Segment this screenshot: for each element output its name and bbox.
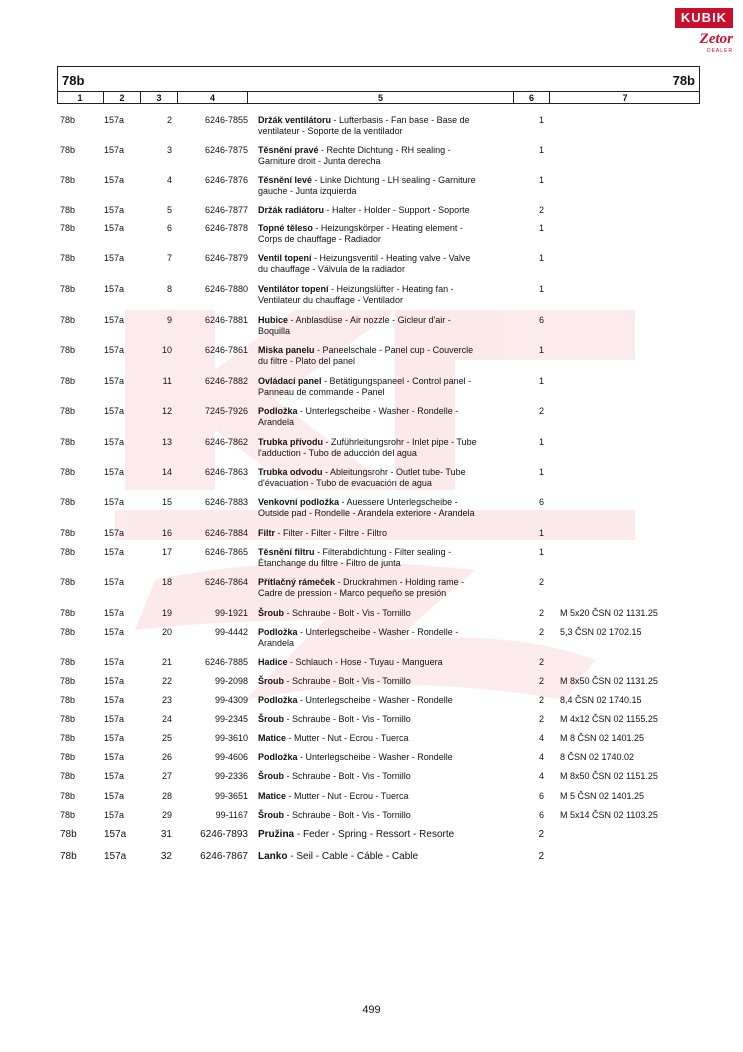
part-translations: - Mutter - Nut - Ecrou - Tuerca [286,791,409,801]
part-translations: - Schraube - Bolt - Vis - Tornillo [284,714,411,724]
cell-part-number: 99-3651 [214,791,248,801]
cell-figure: 157a [104,145,125,155]
cell-description [258,752,508,763]
cell-standard-note: M 8x50 ČSN 02 1151.25 [560,771,658,781]
cell-section: 78b [60,676,76,686]
cell-position: 12 [161,406,172,416]
part-translations: - Paneelschale - Panel cup - Couvercle [314,345,474,355]
page-number: 499 [362,1004,381,1016]
cell-quantity: 4 [538,771,544,781]
part-translations-continued: Corps de chauffage - Radiador [258,234,381,244]
part-name: Trubka přívodu [258,437,324,447]
cell-position: 19 [161,608,172,618]
part-translations: - Anblasdüse - Air nozzle - Gicleur d'air - [288,315,451,325]
cell-part-number: 6246-7879 [204,253,248,263]
cell-figure: 157a [104,437,125,447]
cell-section: 78b [60,115,76,125]
cell-description [258,315,508,337]
cell-quantity: 1 [538,253,544,263]
cell-position: 27 [161,771,172,781]
part-name: Šroub [258,608,284,618]
cell-position: 20 [161,627,172,637]
cell-quantity: 6 [538,315,544,325]
part-name: Šroub [258,771,284,781]
cell-position: 32 [160,851,172,862]
part-name: Hadice [258,657,288,667]
cell-section: 78b [60,437,76,447]
cell-figure: 157a [104,771,125,781]
part-name: Podložka [258,695,298,705]
cell-part-number: 6246-7855 [204,115,248,125]
cell-figure: 157a [104,175,125,185]
cell-quantity: 2 [538,695,544,705]
cell-figure: 157a [104,115,125,125]
cell-figure: 157a [104,851,127,862]
column-header-6: 6 [514,92,550,104]
cell-figure: 157a [104,791,125,801]
cell-description [258,175,508,197]
cell-part-number: 6246-7878 [204,223,248,233]
part-name: Podložka [258,406,298,416]
cell-figure: 157a [104,752,125,762]
cell-section: 78b [60,406,76,416]
cell-position: 28 [161,791,172,801]
cell-description [258,253,508,275]
section-label-left: 78b [62,73,85,88]
cell-figure: 157a [104,829,127,840]
cell-part-number: 99-2345 [214,714,248,724]
cell-quantity: 1 [538,345,544,355]
cell-figure: 157a [104,714,125,724]
part-translations: - Ableitungsrohr - Outlet tube- Tube [322,467,466,477]
cell-part-number: 7245-7926 [204,406,248,416]
cell-figure: 157a [104,345,125,355]
cell-quantity: 1 [538,175,544,185]
part-translations: - Unterlegscheibe - Washer - Rondelle - [297,406,459,416]
cell-standard-note: M 8x50 ČSN 02 1131.25 [560,676,658,686]
cell-part-number: 6246-7865 [204,547,248,557]
part-translations: - Mutter - Nut - Ecrou - Tuerca [286,733,409,743]
part-name: Podložka [258,627,298,637]
part-translations-continued: Outside pad - Rondelle - Arandela exteriore - Arandela [258,508,475,518]
cell-quantity: 2 [538,205,544,215]
part-name: Miska panelu [258,345,315,355]
part-translations: - Schraube - Bolt - Vis - Tornillo [284,771,411,781]
cell-description [258,528,508,539]
cell-quantity: 2 [538,829,544,840]
part-translations-continued: du chauffage - Válvula de la radiador [258,264,405,274]
cell-section: 78b [60,608,76,618]
part-name: Ventil topení [258,253,312,263]
part-translations-continued: Arandela [258,417,295,427]
table-header [57,66,700,104]
part-name: Šroub [258,810,284,820]
part-name: Matice [258,733,287,743]
cell-quantity: 1 [538,467,544,477]
cell-part-number: 6246-7885 [204,657,248,667]
cell-position: 23 [161,695,172,705]
cell-description [258,657,508,668]
cell-position: 31 [160,829,172,840]
cell-standard-note: M 5 ČSN 02 1401.25 [560,791,645,801]
cell-position: 5 [166,205,172,215]
cell-section: 78b [60,528,76,538]
cell-section: 78b [60,497,76,507]
cell-quantity: 2 [538,657,544,667]
cell-position: 2 [166,115,172,125]
cell-position: 18 [161,577,172,587]
cell-quantity: 1 [538,528,544,538]
part-name: Lanko [258,851,288,862]
cell-description [258,547,508,569]
cell-quantity: 1 [538,223,544,233]
cell-position: 3 [166,145,172,155]
cell-description [258,714,508,725]
cell-figure: 157a [104,223,125,233]
part-translations-continued: Ventilateur du chauffage - Ventilador [258,295,403,305]
part-translations-continued: Étanchange du filtre - Filtro de junta [258,558,401,568]
cell-quantity: 2 [538,676,544,686]
cell-standard-note: 5,3 ČSN 02 1702.15 [560,627,642,637]
cell-quantity: 2 [538,406,544,416]
part-name: Těsnění filtru [258,547,315,557]
cell-part-number: 6246-7893 [200,829,248,840]
cell-section: 78b [60,205,76,215]
part-translations: - Rechte Dichtung - RH sealing - [318,145,451,155]
cell-description [258,497,508,519]
cell-section: 78b [60,851,77,862]
cell-description [258,145,508,167]
cell-part-number: 6246-7884 [204,528,248,538]
cell-quantity: 1 [538,115,544,125]
cell-figure: 157a [104,253,125,263]
cell-quantity: 4 [538,752,544,762]
cell-description [258,284,508,306]
cell-section: 78b [60,829,77,840]
part-name: Šroub [258,676,284,686]
part-name: Šroub [258,714,284,724]
cell-description [258,205,508,216]
part-translations: - Zuführleitungsrohr - Inlet pipe - Tube [323,437,477,447]
cell-standard-note: 8,4 ČSN 02 1740.15 [560,695,642,705]
cell-description [258,810,508,821]
part-translations: - Schraube - Bolt - Vis - Tornillo [284,810,411,820]
part-translations-continued: Cadre de pression - Marco pequeño se presión [258,588,447,598]
column-header-3: 3 [141,92,178,104]
part-name: Těsnění pravé [258,145,319,155]
cell-section: 78b [60,791,76,801]
part-translations-continued: d'évacuation - Tubo de evacuación de agua [258,478,432,488]
cell-figure: 157a [104,608,125,618]
cell-quantity: 6 [538,791,544,801]
cell-position: 14 [161,467,172,477]
part-translations: - Feder - Spring - Ressort - Resorte [294,829,455,840]
part-translations: - Heizungsventil - Heating valve - Valve [311,253,471,263]
cell-quantity: 1 [538,437,544,447]
cell-figure: 157a [104,406,125,416]
cell-figure: 157a [104,547,125,557]
cell-figure: 157a [104,657,125,667]
cell-standard-note: 8 ČSN 02 1740.02 [560,752,635,762]
cell-section: 78b [60,223,76,233]
cell-part-number: 99-2336 [214,771,248,781]
part-translations: - Schraube - Bolt - Vis - Tornillo [284,608,411,618]
cell-section: 78b [60,577,76,587]
cell-quantity: 2 [538,627,544,637]
cell-description [258,223,508,245]
cell-description [258,376,508,398]
part-name: Venkovní podložka [258,497,340,507]
part-translations-continued: Garniture droit - Junta derecha [258,156,381,166]
column-header-1: 1 [57,92,104,104]
part-translations: - Filter - Filter - Filtre - Filtro [275,528,387,538]
cell-position: 21 [161,657,172,667]
cell-description [258,577,508,599]
cell-section: 78b [60,714,76,724]
cell-section: 78b [60,376,76,386]
watermark-graphic [95,300,655,780]
cell-section: 78b [60,345,76,355]
part-name: Podložka [258,752,298,762]
part-translations: - Betätigungspaneel - Control panel - [321,376,472,386]
part-translations-continued: Boquilla [258,326,291,336]
part-translations: - Schlauch - Hose - Tuyau - Manguera [287,657,443,667]
cell-position: 4 [166,175,172,185]
cell-description [258,115,508,137]
cell-standard-note: M 4x12 ČSN 02 1155.25 [560,714,658,724]
cell-quantity: 4 [538,733,544,743]
cell-section: 78b [60,627,76,637]
cell-part-number: 6246-7867 [200,851,248,862]
cell-section: 78b [60,467,76,477]
cell-figure: 157a [104,695,125,705]
cell-description [258,467,508,489]
logo-dealer-text: DEALER [706,48,733,54]
cell-position: 17 [161,547,172,557]
cell-part-number: 99-4309 [214,695,248,705]
cell-part-number: 6246-7875 [204,145,248,155]
part-translations-continued: du filtre - Plato del panel [258,356,356,366]
cell-position: 25 [161,733,172,743]
cell-quantity: 1 [538,284,544,294]
part-translations: - Filterabdichtung - Filter sealing - [314,547,452,557]
part-translations-continued: Panneau de commande - Panel [258,387,385,397]
cell-description [258,406,508,428]
cell-figure: 157a [104,497,125,507]
part-translations-continued: gauche - Junta izquierda [258,186,357,196]
cell-section: 78b [60,657,76,667]
cell-figure: 157a [104,733,125,743]
cell-part-number: 6246-7876 [204,175,248,185]
part-name: Držák radiátoru [258,205,325,215]
cell-section: 78b [60,695,76,705]
cell-quantity: 2 [538,577,544,587]
cell-part-number: 99-1921 [214,608,248,618]
cell-position: 8 [166,284,172,294]
cell-quantity: 1 [538,376,544,386]
cell-description [258,345,508,367]
cell-description [258,695,508,706]
cell-position: 7 [166,253,172,263]
part-name: Těsnění levé [258,175,313,185]
cell-position: 22 [161,676,172,686]
cell-quantity: 6 [538,810,544,820]
cell-part-number: 6246-7863 [204,467,248,477]
cell-figure: 157a [104,284,125,294]
part-name: Přítlačný rámeček [258,577,336,587]
part-translations: - Druckrahmen - Holding rame - [335,577,465,587]
cell-position: 10 [161,345,172,355]
cell-description [258,851,508,862]
part-translations: - Halter - Holder - Support - Soporte [324,205,470,215]
cell-position: 16 [161,528,172,538]
cell-quantity: 6 [538,497,544,507]
cell-part-number: 6246-7861 [204,345,248,355]
cell-figure: 157a [104,810,125,820]
cell-description [258,627,508,649]
part-name: Topné těleso [258,223,313,233]
part-translations: - Auessere Unterlegscheibe - [339,497,458,507]
part-name: Hubice [258,315,289,325]
cell-section: 78b [60,752,76,762]
cell-section: 78b [60,253,76,263]
cell-quantity: 2 [538,714,544,724]
cell-standard-note: M 5x20 ČSN 02 1131.25 [560,608,658,618]
cell-position: 9 [166,315,172,325]
cell-standard-note: M 8 ČSN 02 1401.25 [560,733,645,743]
cell-part-number: 99-2098 [214,676,248,686]
cell-figure: 157a [104,676,125,686]
cell-section: 78b [60,771,76,781]
cell-position: 24 [161,714,172,724]
column-header-5: 5 [248,92,514,104]
cell-position: 15 [161,497,172,507]
cell-description [258,733,508,744]
part-translations: - Linke Dichtung - LH sealing - Garniture [312,175,476,185]
part-name: Filtr [258,528,275,538]
cell-part-number: 99-4606 [214,752,248,762]
cell-part-number: 6246-7881 [204,315,248,325]
cell-position: 29 [161,810,172,820]
cell-section: 78b [60,175,76,185]
cell-position: 13 [161,437,172,447]
logo-kubik-text: KUBIK [675,8,733,28]
cell-section: 78b [60,547,76,557]
cell-description [258,791,508,802]
cell-section: 78b [60,315,76,325]
cell-figure: 157a [104,467,125,477]
cell-description [258,608,508,619]
cell-quantity: 1 [538,145,544,155]
part-translations: - Lufterbasis - Fan base - Base de [331,115,470,125]
cell-figure: 157a [104,376,125,386]
part-name: Držák ventilátoru [258,115,332,125]
cell-figure: 157a [104,627,125,637]
part-name: Matice [258,791,287,801]
cell-quantity: 2 [538,851,544,862]
cell-section: 78b [60,810,76,820]
cell-quantity: 2 [538,608,544,618]
part-translations: - Unterlegscheibe - Washer - Rondelle - [297,627,459,637]
part-translations: - Seil - Cable - Cáble - Cable [287,851,419,862]
section-label-right: 78b [672,73,695,88]
part-translations-continued: ventilateur - Soporte de la ventilador [258,126,403,136]
cell-section: 78b [60,733,76,743]
cell-position: 6 [166,223,172,233]
part-name: Pružina [258,829,295,840]
cell-part-number: 6246-7864 [204,577,248,587]
part-name: Ventilátor topení [258,284,329,294]
part-name: Ovládací panel [258,376,322,386]
cell-description [258,676,508,687]
part-translations: - Schraube - Bolt - Vis - Tornillo [284,676,411,686]
column-header-4: 4 [178,92,248,104]
cell-description [258,771,508,782]
column-header-row [57,91,700,104]
part-translations-continued: l'adduction - Tubo de aducción del agua [258,448,417,458]
cell-part-number: 6246-7877 [204,205,248,215]
cell-position: 11 [162,376,172,386]
cell-section: 78b [60,145,76,155]
part-translations-continued: Arandela [258,638,295,648]
cell-part-number: 6246-7882 [204,376,248,386]
part-translations: - Heizungslüfter - Heating fan - [328,284,454,294]
cell-quantity: 1 [538,547,544,557]
cell-part-number: 99-3610 [214,733,248,743]
cell-figure: 157a [104,577,125,587]
part-translations: - Heizungskörper - Heating element - [312,223,463,233]
logo-zetor-text: Zetor [699,31,733,47]
part-name: Trubka odvodu [258,467,323,477]
cell-figure: 157a [104,315,125,325]
cell-part-number: 99-1167 [215,810,248,820]
cell-standard-note: M 5x14 ČSN 02 1103.25 [560,810,658,820]
cell-part-number: 6246-7883 [204,497,248,507]
cell-part-number: 99-4442 [214,627,248,637]
cell-part-number: 6246-7862 [204,437,248,447]
cell-description [258,437,508,459]
cell-figure: 157a [104,205,125,215]
cell-section: 78b [60,284,76,294]
part-translations: - Unterlegscheibe - Washer - Rondelle [297,695,453,705]
part-translations: - Unterlegscheibe - Washer - Rondelle [297,752,453,762]
cell-part-number: 6246-7880 [204,284,248,294]
cell-description [258,829,508,840]
cell-figure: 157a [104,528,125,538]
column-header-2: 2 [104,92,141,104]
column-header-7: 7 [622,93,628,103]
kubik-zetor-logo [675,8,733,64]
cell-position: 26 [161,752,172,762]
